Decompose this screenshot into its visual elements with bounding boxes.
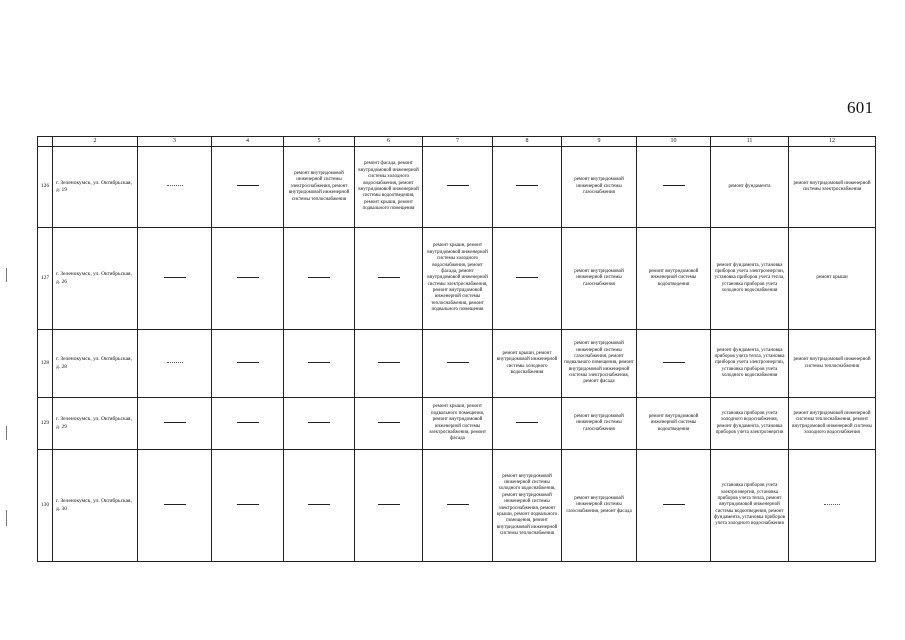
empty-cell	[355, 228, 423, 330]
dash-mark	[663, 504, 685, 505]
work-table	[37, 136, 876, 562]
work-cell: ремонт внутридомовой инженерной системы электроснабжения, ремонт внутридомовой инженерной системы теплоснабжения	[284, 147, 355, 228]
dash-mark	[237, 277, 259, 278]
dash-mark	[308, 422, 330, 423]
dash-mark	[663, 362, 685, 363]
dash-mark	[164, 277, 186, 278]
empty-cell	[212, 147, 284, 228]
dash-mark	[167, 362, 183, 363]
dash-mark	[378, 362, 400, 363]
row-address: г. Зеленокумск, ул. Октябрьская, д. 26	[53, 228, 138, 330]
work-cell: ремонт фундамента, установка приборов учета тепла, установка приборов учета электроэнергии, установка приборов учета холодного водоснабжения	[711, 330, 789, 398]
dash-mark	[447, 362, 469, 363]
column-header: 4	[212, 137, 284, 147]
work-cell: установка приборов учета электроэнергии, установка приборов учета тепла, ремонт внутридомовой инженерной системы водоотведения, ремонт фундамента, установка приборов учета холодного водоснабжения	[711, 450, 789, 562]
dash-mark	[237, 185, 259, 186]
dash-mark	[167, 185, 183, 186]
empty-cell	[138, 398, 212, 450]
work-cell: ремонт внутридомовой инженерной системы холодного водоснабжения, ремонт внутридомовой инженерной системы электроснабжения, ремонт крыши, ремонт подвального помещения, ремонт внутридомовой инженерной системы теплоснабжения	[493, 450, 562, 562]
empty-cell	[493, 147, 562, 228]
work-cell: ремонт внутридомовой инженерной системы газоснабжения	[562, 147, 637, 228]
work-cell: ремонт крыши, ремонт подвального помещения, ремонт внутридомовой инженерной системы электроснабжения, ремонт фасада	[423, 398, 493, 450]
column-header: 6	[355, 137, 423, 147]
row-number: 128	[38, 330, 53, 398]
work-cell: ремонт внутридомовой инженерной системы теплоснабжения, ремонт внутридомовой инженерной системы холодного водоснабжения	[789, 398, 876, 450]
empty-cell	[423, 147, 493, 228]
dash-mark	[824, 504, 840, 505]
work-cell: ремонт внутридомовой инженерной системы теплоснабжения	[789, 330, 876, 398]
table-row	[38, 228, 876, 330]
empty-cell	[212, 228, 284, 330]
column-header: 3	[138, 137, 212, 147]
table-row	[38, 330, 876, 398]
row-number: 129	[38, 398, 53, 450]
dash-mark	[308, 277, 330, 278]
dash-mark	[516, 277, 538, 278]
row-address: г. Зеленокумск, ул. Октябрьская, д. 19	[53, 147, 138, 228]
empty-cell	[355, 398, 423, 450]
empty-cell	[138, 330, 212, 398]
empty-cell	[423, 330, 493, 398]
empty-cell	[212, 450, 284, 562]
row-address: г. Зеленокумск, ул. Октябрьская, д. 28	[53, 330, 138, 398]
empty-cell	[284, 228, 355, 330]
column-header	[38, 137, 53, 147]
dash-mark	[378, 277, 400, 278]
column-header: 10	[637, 137, 711, 147]
dash-mark	[237, 422, 259, 423]
work-cell: ремонт внутридомовой инженерной системы газоснабжения, ремонт фасада	[562, 450, 637, 562]
work-cell: ремонт крыши	[789, 228, 876, 330]
work-cell: ремонт фундамента, установка приборов учета электроэнергии, установка приборов учета тепла, установка приборов учета холодного водоснабжения	[711, 228, 789, 330]
column-header: 5	[284, 137, 355, 147]
dash-mark	[516, 185, 538, 186]
margin-mark	[6, 268, 7, 282]
empty-cell	[212, 330, 284, 398]
column-header: 12	[789, 137, 876, 147]
empty-cell	[284, 330, 355, 398]
empty-cell	[493, 228, 562, 330]
work-cell: ремонт внутридомовой инженерной системы газоснабжения	[562, 228, 637, 330]
work-cell: ремонт внутридомовой инженерной системы водоотведения	[637, 398, 711, 450]
work-cell: ремонт крыши, ремонт внутридомовой инженерной системы холодного водоснабжения	[493, 330, 562, 398]
empty-cell	[493, 398, 562, 450]
column-header: 9	[562, 137, 637, 147]
row-address: г. Зеленокумск, ул. Октябрьская, д. 29	[53, 398, 138, 450]
page-number: 601	[847, 98, 874, 117]
empty-cell	[355, 450, 423, 562]
dash-mark	[378, 422, 400, 423]
empty-cell	[355, 330, 423, 398]
dash-mark	[164, 422, 186, 423]
work-cell: ремонт крыши, ремонт внутридомовой инженерной системы холодного водоснабжения, ремонт фасада, ремонт внутридомовой инженерной системы электроснабжения, ремонт внутридомовой инженерной системы теплоснабжения, ремонт подвального помещения	[423, 228, 493, 330]
dash-mark	[516, 422, 538, 423]
header-row	[38, 137, 876, 147]
empty-cell	[637, 450, 711, 562]
dash-mark	[663, 185, 685, 186]
dash-mark	[308, 504, 330, 505]
row-number: 126	[38, 147, 53, 228]
empty-cell	[423, 450, 493, 562]
empty-cell	[789, 450, 876, 562]
column-header: 8	[493, 137, 562, 147]
work-cell: ремонт фасада, ремонт внутридомовой инженерной системы холодного водоснабжения, ремонт внутридомовой инженерной системы водоотведения, ремонт крыши, ремонт подвального помещения	[355, 147, 423, 228]
table-row	[38, 398, 876, 450]
dash-mark	[308, 362, 330, 363]
dash-mark	[237, 362, 259, 363]
empty-cell	[284, 450, 355, 562]
table-row	[38, 147, 876, 228]
dash-mark	[237, 504, 259, 505]
empty-cell	[138, 147, 212, 228]
empty-cell	[637, 330, 711, 398]
empty-cell	[138, 228, 212, 330]
dash-mark	[378, 504, 400, 505]
column-header: 7	[423, 137, 493, 147]
work-cell: ремонт внутридомовой инженерной системы газоснабжения, ремонт подвального помещения, ремонт внутридомовой инженерной системы электроснабжения, ремонт фасада	[562, 330, 637, 398]
column-header: 2	[53, 137, 138, 147]
dash-mark	[164, 504, 186, 505]
dash-mark	[447, 504, 469, 505]
empty-cell	[212, 398, 284, 450]
work-cell: ремонт внутридомовой инженерной системы электроснабжения	[789, 147, 876, 228]
dash-mark	[447, 185, 469, 186]
row-number: 127	[38, 228, 53, 330]
row-address: г. Зеленокумск, ул. Октябрьская, д. 30	[53, 450, 138, 562]
work-cell: ремонт внутридомовой инженерной системы водоотведения	[637, 228, 711, 330]
margin-mark	[6, 510, 7, 526]
margin-mark	[6, 426, 7, 440]
empty-cell	[138, 450, 212, 562]
table-row	[38, 450, 876, 562]
column-header: 11	[711, 137, 789, 147]
empty-cell	[284, 398, 355, 450]
work-cell: ремонт фундамента	[711, 147, 789, 228]
work-cell: ремонт внутридомовой инженерной системы газоснабжения	[562, 398, 637, 450]
row-number: 130	[38, 450, 53, 562]
empty-cell	[637, 147, 711, 228]
work-cell: установка приборов учета холодного водоснабжения, ремонт фундамента, установка приборов учета электроэнергии	[711, 398, 789, 450]
